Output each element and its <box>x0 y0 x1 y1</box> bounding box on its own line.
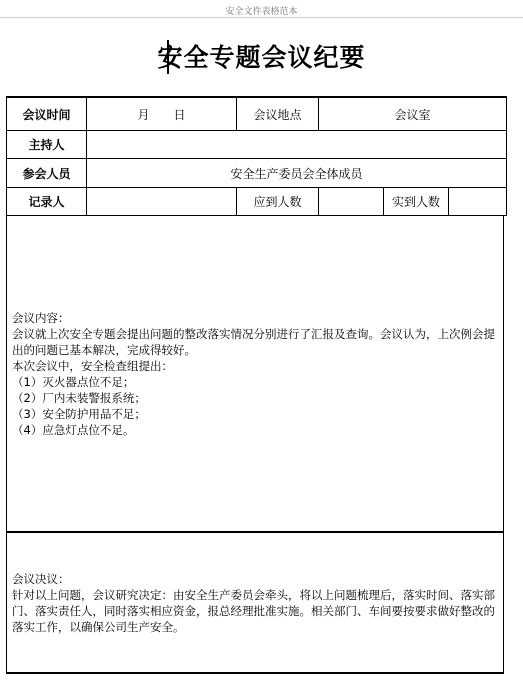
host-label: 主持人 <box>7 131 87 159</box>
decision-paragraph: 针对以上问题，会议研究决定：由安全生产委员会牵头，将以上问题梳理后，落实时间、落实部门、落实责任人，同时落实相应资金，报总经理批准实施。相关部门、车间要按要求做好整改的落实工作，以确保公司生产安全。 <box>12 588 495 634</box>
content-intro: 本次会议中，安全检查组提出： <box>12 359 173 373</box>
actual-count-cell[interactable] <box>449 188 507 216</box>
meeting-decision-section[interactable] <box>6 532 504 674</box>
expected-count-label: 应到人数 <box>237 188 319 216</box>
meeting-place-label: 会议地点 <box>237 97 319 131</box>
document-title[interactable]: 安全专题会议纪要 <box>157 43 366 72</box>
issue-list-item: （1）灭火器点位不足； <box>12 375 135 389</box>
content-heading: 会议内容： <box>12 311 70 325</box>
row-recorder <box>7 188 507 216</box>
attendees-cell[interactable]: 安全生产委员会全体成员 <box>87 159 507 188</box>
issue-list-item: （3）安全防护用品不足； <box>12 407 146 421</box>
content-paragraph: 会议就上次安全专题会提出问题的整改落实情况分别进行了汇报及查询。会议认为，上次例会提出的问题已基本解决，完成得较好。 <box>12 327 495 357</box>
expected-count-cell[interactable] <box>319 188 384 216</box>
row-attendees <box>7 159 507 188</box>
row-meeting-time <box>7 97 507 131</box>
issue-list-item: （2）厂内未装警报系统； <box>12 391 146 405</box>
actual-count-label: 实到人数 <box>384 188 449 216</box>
header-divider <box>0 17 523 18</box>
meeting-time-label: 会议时间 <box>7 97 87 131</box>
meeting-time-cell[interactable]: 月 日 <box>87 97 237 131</box>
host-cell[interactable] <box>87 131 507 159</box>
issue-list-item: （4）应急灯点位不足。 <box>12 423 135 437</box>
attendees-label: 参会人员 <box>7 159 87 188</box>
recorder-cell[interactable] <box>87 188 237 216</box>
meeting-content-section[interactable] <box>6 216 504 532</box>
decision-heading: 会议决议： <box>12 572 70 586</box>
meeting-place-cell[interactable]: 会议室 <box>319 97 507 131</box>
page-header-note: 安全文件表格范本 <box>225 7 298 17</box>
meeting-info-table <box>6 96 507 216</box>
row-host <box>7 131 507 159</box>
recorder-label: 记录人 <box>7 188 87 216</box>
